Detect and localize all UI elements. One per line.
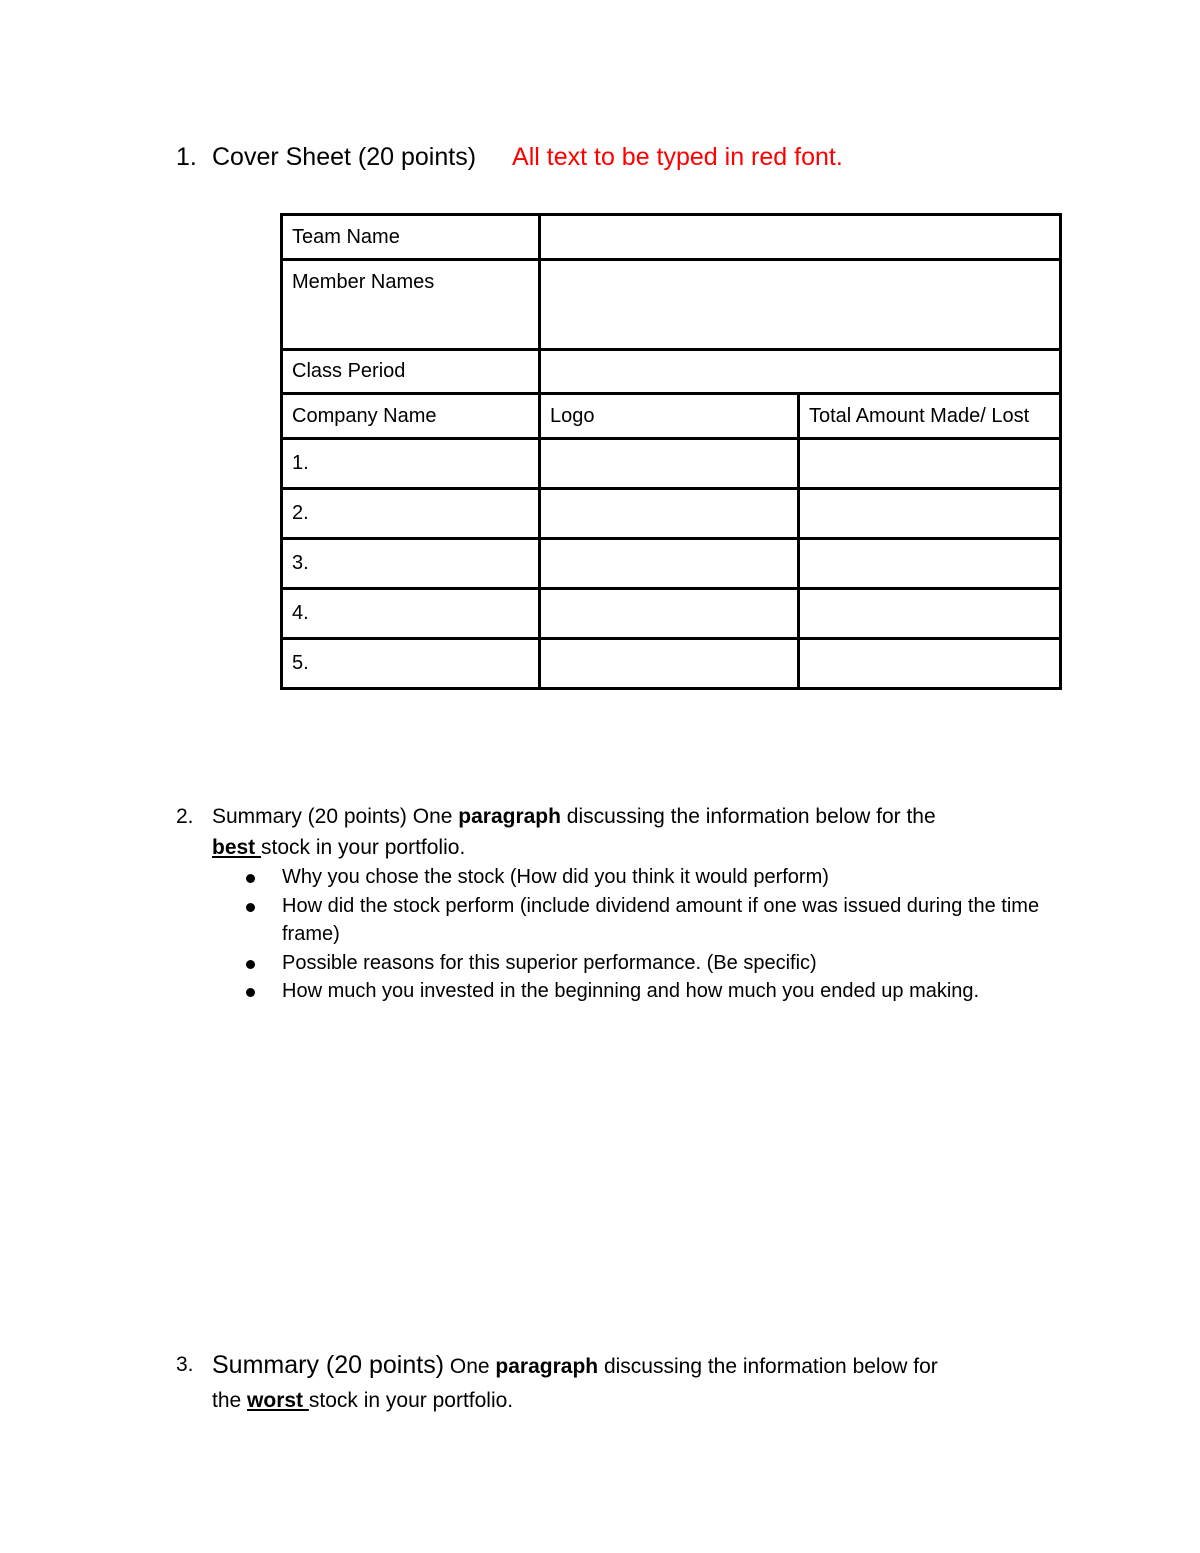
company-row-number: 2. — [282, 489, 540, 539]
section2-bullet-list — [176, 863, 1056, 1006]
company-logo-cell[interactable] — [540, 439, 799, 489]
member-names-label: Member Names — [282, 260, 540, 350]
company-row — [282, 539, 1061, 589]
list-item — [246, 892, 1056, 949]
bullet-icon — [246, 960, 255, 969]
section3-paragraph-word: paragraph — [495, 1355, 599, 1378]
company-amount-cell[interactable] — [799, 489, 1061, 539]
list-item — [246, 977, 1056, 1006]
company-amount-cell[interactable] — [799, 639, 1061, 689]
section1-heading — [176, 141, 843, 173]
company-row — [282, 589, 1061, 639]
bullet-text: How did the stock perform (include dividend amount if one was issued during the time frame) — [282, 894, 1040, 945]
section2-intro — [212, 801, 1056, 863]
section3-line2-text: the — [212, 1389, 248, 1412]
section3-intro-text: discussing the information below for — [598, 1355, 938, 1378]
company-logo-cell[interactable] — [540, 639, 799, 689]
section1-red-note: All text to be typed in red font. — [512, 143, 843, 171]
bullet-icon — [246, 988, 255, 997]
company-row-number: 3. — [282, 539, 540, 589]
total-amount-header: Total Amount Made/ Lost — [799, 394, 1061, 439]
section3-intro — [212, 1347, 1056, 1385]
company-logo-cell[interactable] — [540, 489, 799, 539]
bullet-icon — [246, 874, 255, 883]
section3-intro-text: One — [444, 1355, 496, 1378]
company-row-number: 1. — [282, 439, 540, 489]
bullet-text: Possible reasons for this superior performance. (Be specific) — [282, 951, 817, 974]
team-name-row — [282, 215, 1061, 260]
company-amount-cell[interactable] — [799, 439, 1061, 489]
company-row — [282, 489, 1061, 539]
section2-intro-text: stock in your portfolio. — [261, 836, 466, 859]
section1-number: 1. — [176, 143, 197, 171]
class-period-row — [282, 350, 1061, 394]
list-item — [246, 863, 1056, 892]
company-row — [282, 639, 1061, 689]
company-logo-cell[interactable] — [540, 539, 799, 589]
company-header-row — [282, 394, 1061, 439]
section2-paragraph-word: paragraph — [458, 805, 561, 828]
section3 — [176, 1347, 1056, 1417]
cover-sheet-table — [280, 213, 1062, 690]
company-amount-cell[interactable] — [799, 539, 1061, 589]
member-names-field[interactable] — [540, 260, 1061, 350]
class-period-label: Class Period — [282, 350, 540, 394]
company-amount-cell[interactable] — [799, 589, 1061, 639]
list-item — [246, 949, 1056, 978]
team-name-field[interactable] — [540, 215, 1061, 260]
member-names-row — [282, 260, 1061, 350]
team-name-label: Team Name — [282, 215, 540, 260]
section1-title: Cover Sheet (20 points) — [212, 143, 477, 171]
section3-number: 3. — [176, 1353, 194, 1376]
bullet-text: How much you invested in the beginning and how much you ended up making. — [282, 980, 980, 1002]
section3-line2-text: stock in your portfolio. — [308, 1389, 514, 1412]
class-period-field[interactable] — [540, 350, 1061, 394]
company-logo-cell[interactable] — [540, 589, 799, 639]
section3-worst-word: worst — [247, 1389, 309, 1412]
bullet-icon — [246, 903, 255, 912]
section2-number: 2. — [176, 805, 194, 828]
company-row — [282, 439, 1061, 489]
company-row-number: 4. — [282, 589, 540, 639]
bullet-text: Why you chose the stock (How did you think it would perform) — [282, 866, 829, 888]
section3-title: Summary (20 points) — [212, 1351, 445, 1379]
section2-intro-text: discussing the information below for the — [560, 805, 936, 828]
logo-header: Logo — [540, 394, 799, 439]
section3-line2 — [212, 1385, 1056, 1417]
company-name-header: Company Name — [282, 394, 540, 439]
company-row-number: 5. — [282, 639, 540, 689]
section2 — [176, 801, 1056, 1006]
section2-best-word: best — [212, 836, 262, 859]
section2-intro-text: Summary (20 points) One — [212, 805, 459, 828]
